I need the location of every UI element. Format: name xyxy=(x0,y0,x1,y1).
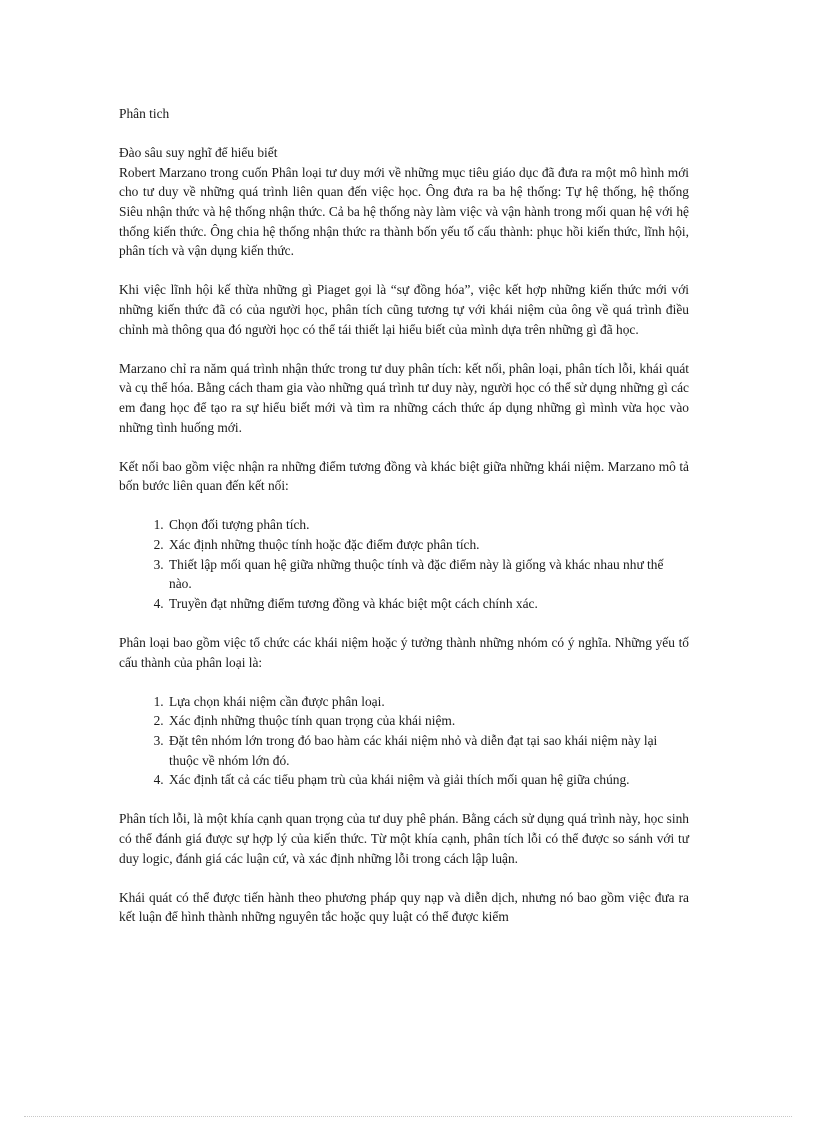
page-bottom-border xyxy=(24,1116,792,1117)
classify-steps-list xyxy=(119,692,689,790)
paragraph-intro: Robert Marzano trong cuốn Phân loại tư duy mới về những mục tiêu giáo dục đã đưa ra một mô hình mới cho tư duy về những quá trình liên quan đến việc học. Ông đưa ra ba hệ thống: Tự hệ thống, hệ thống Siêu nhận thức và hệ thống nhận thức. Cả ba hệ thống này làm việc và vận hành trong mối quan hệ với hệ thống kiến thức. Ông chia hệ thống nhận thức ra thành bốn yếu tố cấu thành: phục hồi kiến thức, lĩnh hội, phân tích và vận dụng kiến thức. xyxy=(119,164,689,259)
paragraph-error-analysis: Phân tích lỗi, là một khía cạnh quan trọng của tư duy phê phán. Bằng cách sử dụng quá trình này, học sinh có thể đánh giá được sự hợp lý của kiến thức. Từ một khía cạnh, phân tích lỗi có thể được so sánh với tư duy logic, đánh giá các luận cứ, và xác định những lỗi trong cách lập luận. xyxy=(119,811,689,866)
document-body xyxy=(119,104,689,947)
list-item: 4. Xác định tất cả các tiểu phạm trù của khái niệm và giải thích mối quan hệ giữa chúng. xyxy=(167,770,689,790)
paragraph-connect-intro: Kết nối bao gồm việc nhận ra những điểm tương đồng và khác biệt giữa những khái niệm. Marzano mô tả bốn bước liên quan đến kết nối: xyxy=(119,458,689,494)
list-item: 1. Chọn đối tượng phân tích. xyxy=(167,515,689,535)
list-item: 4. Truyền đạt những điểm tương đồng và khác biệt một cách chính xác. xyxy=(167,594,689,614)
list-item: 2. Xác định những thuộc tính hoặc đặc điểm được phân tích. xyxy=(167,535,689,555)
list-item: 1. Lựa chọn khái niệm cần được phân loại. xyxy=(167,692,689,712)
paragraph-generalize: Khái quát có thể được tiến hành theo phương pháp quy nạp và diễn dịch, nhưng nó bao gồm việc đưa ra kết luận để hình thành những nguyên tắc hoặc quy luật có thể được kiểm xyxy=(119,889,689,925)
document-title: Phân tich xyxy=(119,106,170,121)
paragraph-piaget: Khi việc lĩnh hội kế thừa những gì Piaget gọi là “sự đồng hóa”, việc kết hợp những kiến thức mới với những kiến thức đã có của người học, phân tích cũng tương tự với khái niệm của ông về quá trình điều chỉnh mà thông qua đó người học có thể tái thiết lại hiểu biết của mình dựa trên những gì đã học. xyxy=(119,282,689,337)
section-subtitle: Đào sâu suy nghĩ để hiểu biết xyxy=(119,145,278,161)
paragraph-classify-intro: Phân loại bao gồm việc tổ chức các khái niệm hoặc ý tưởng thành những nhóm có ý nghĩa. Những yếu tố cấu thành của phân loại là: xyxy=(119,635,689,670)
list-item: 2. Xác định những thuộc tính quan trọng của khái niệm. xyxy=(167,711,689,731)
list-item: 3. Thiết lập mối quan hệ giữa những thuộc tính và đặc điểm này là giống và khác nhau như thế nào. xyxy=(167,555,689,594)
paragraph-five-processes: Marzano chỉ ra năm quá trình nhận thức trong tư duy phân tích: kết nối, phân loại, phân tích lỗi, khái quát và cụ thể hóa. Bằng cách tham gia vào những quá trình tư duy này, người học có thể sử dụng những gì các em đang học để tạo ra sự hiểu biết mới và tìm ra những cách thức áp dụng những gì mình vừa học vào những tình huống mới. xyxy=(119,360,689,435)
connect-steps-list xyxy=(119,515,689,613)
list-item: 3. Đặt tên nhóm lớn trong đó bao hàm các khái niệm nhỏ và diễn đạt tại sao khái niệm này lại thuộc về nhóm lớn đó. xyxy=(167,731,689,770)
